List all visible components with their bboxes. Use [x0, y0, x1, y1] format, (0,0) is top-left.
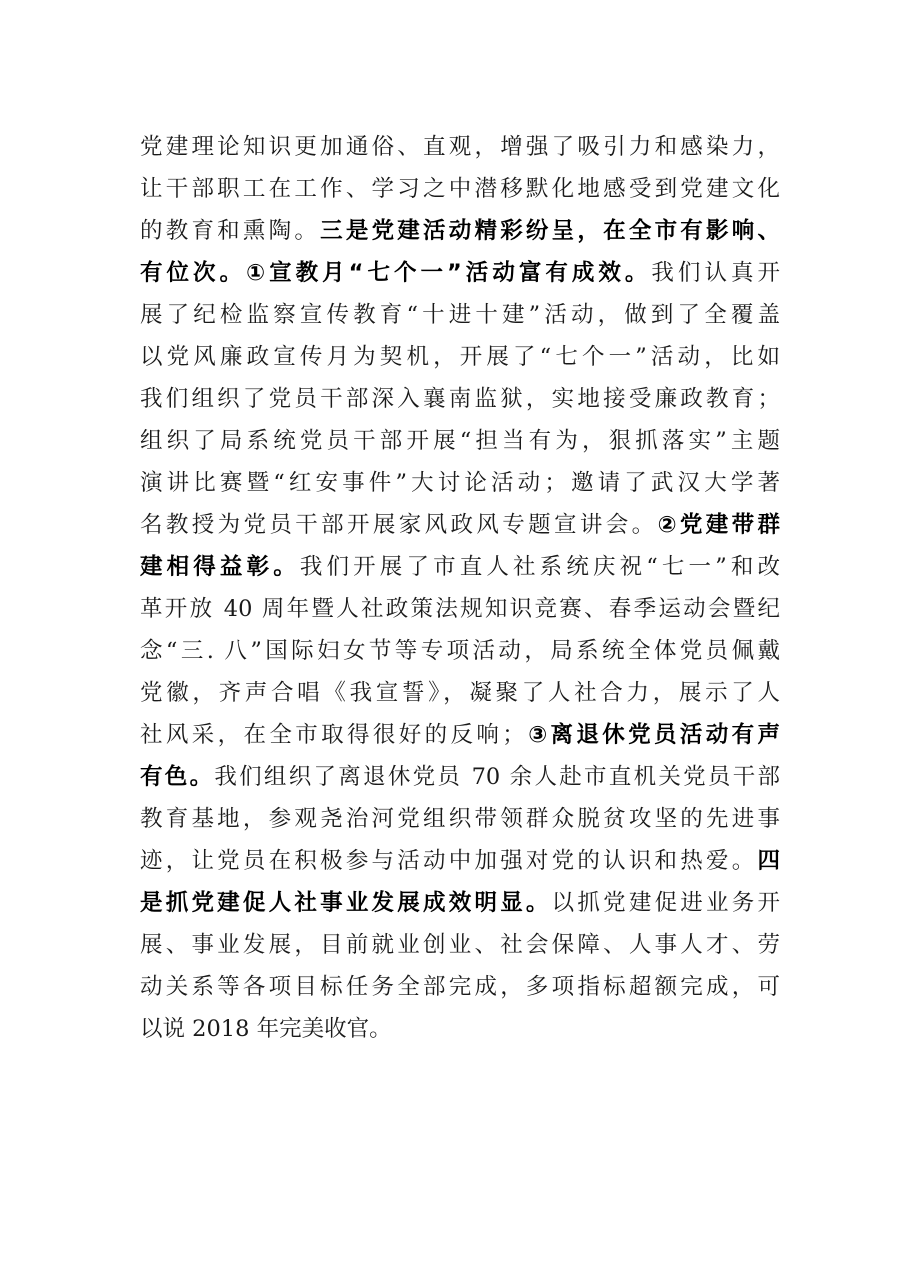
text-run: 革开放 40 周年暨人社政策法规知识竞赛、春季运动会暨纪: [140, 596, 780, 622]
bold-heading-run: ②党建带群: [657, 512, 780, 538]
text-line: [140, 378, 780, 420]
text-run: 以说 2018 年完美收官。: [140, 1016, 392, 1042]
text-run: 演讲比赛暨“红安事件”大讨论活动；邀请了武汉大学著: [140, 470, 780, 496]
text-line: [140, 420, 780, 462]
text-run: 社风采，在全市取得很好的反响；: [140, 722, 525, 748]
text-run: 迹，让党员在积极参与活动中加强对党的认识和热爱。: [140, 848, 758, 874]
text-run: 念“三. 八”国际妇女节等专项活动，局系统全体党员佩戴: [140, 638, 780, 664]
bold-heading-run: 三是党建活动精彩纷呈，在全市有影响、: [320, 218, 780, 244]
text-line: [140, 798, 780, 840]
text-run: 党徽，齐声合唱《我宣誓》，凝聚了人社合力，展示了人: [140, 680, 780, 706]
bold-heading-run: 是抓党建促人社事业发展成效明显。: [140, 890, 552, 916]
text-line: [140, 1008, 780, 1050]
text-run: 以党风廉政宣传月为契机，开展了“七个一”活动，比如: [140, 344, 780, 370]
text-line: [140, 672, 780, 714]
text-run: 我们开展了市直人社系统庆祝“七一”和改: [299, 554, 780, 580]
text-line: [140, 294, 780, 336]
bold-heading-run: ③离退休党员活动有声: [524, 722, 780, 748]
text-run: 党建理论知识更加通俗、直观，增强了吸引力和感染力，: [140, 134, 780, 160]
text-line: [140, 546, 780, 588]
text-run: 教育基地，参观尧治河党组织带领群众脱贫攻坚的先进事: [140, 806, 780, 832]
bold-heading-run: 四: [757, 848, 780, 874]
text-run: 展、事业发展，目前就业创业、社会保障、人事人才、劳: [140, 932, 780, 958]
text-line: [140, 462, 780, 504]
bold-heading-run: 有位次。①宣教月“七个一”活动富有成效。: [140, 260, 652, 286]
text-line: [140, 210, 780, 252]
text-line: [140, 756, 780, 798]
text-line: [140, 840, 780, 882]
text-line: [140, 882, 780, 924]
text-run: 我们组织了党员干部深入襄南监狱，实地接受廉政教育；: [140, 386, 780, 412]
text-run: 展了纪检监察宣传教育“十进十建”活动，做到了全覆盖: [140, 302, 780, 328]
text-line: [140, 630, 780, 672]
text-run: 名教授为党员干部开展家风政风专题宣讲会。: [140, 512, 658, 538]
text-line: [140, 714, 780, 756]
text-run: 的教育和熏陶。: [140, 218, 321, 244]
text-line: [140, 588, 780, 630]
text-run: 我们认真开: [651, 260, 780, 286]
text-line: [140, 336, 780, 378]
text-run: 组织了局系统党员干部开展“担当有为，狠抓落实”主题: [140, 428, 780, 454]
document-body: [140, 126, 780, 1050]
text-line: [140, 966, 780, 1008]
text-run: 动关系等各项目标任务全部完成，多项指标超额完成，可: [140, 974, 780, 1000]
text-line: [140, 252, 780, 294]
bold-heading-run: 建相得益彰。: [140, 554, 300, 580]
text-run: 让干部职工在工作、学习之中潜移默化地感受到党建文化: [140, 176, 780, 202]
text-line: [140, 504, 780, 546]
bold-heading-run: 有色。: [140, 764, 215, 790]
text-run: 我们组织了离退休党员 70 余人赴市直机关党员干部: [214, 764, 780, 790]
text-line: [140, 168, 780, 210]
text-run: 以抓党建促进业务开: [551, 890, 780, 916]
text-line: [140, 126, 780, 168]
text-line: [140, 924, 780, 966]
